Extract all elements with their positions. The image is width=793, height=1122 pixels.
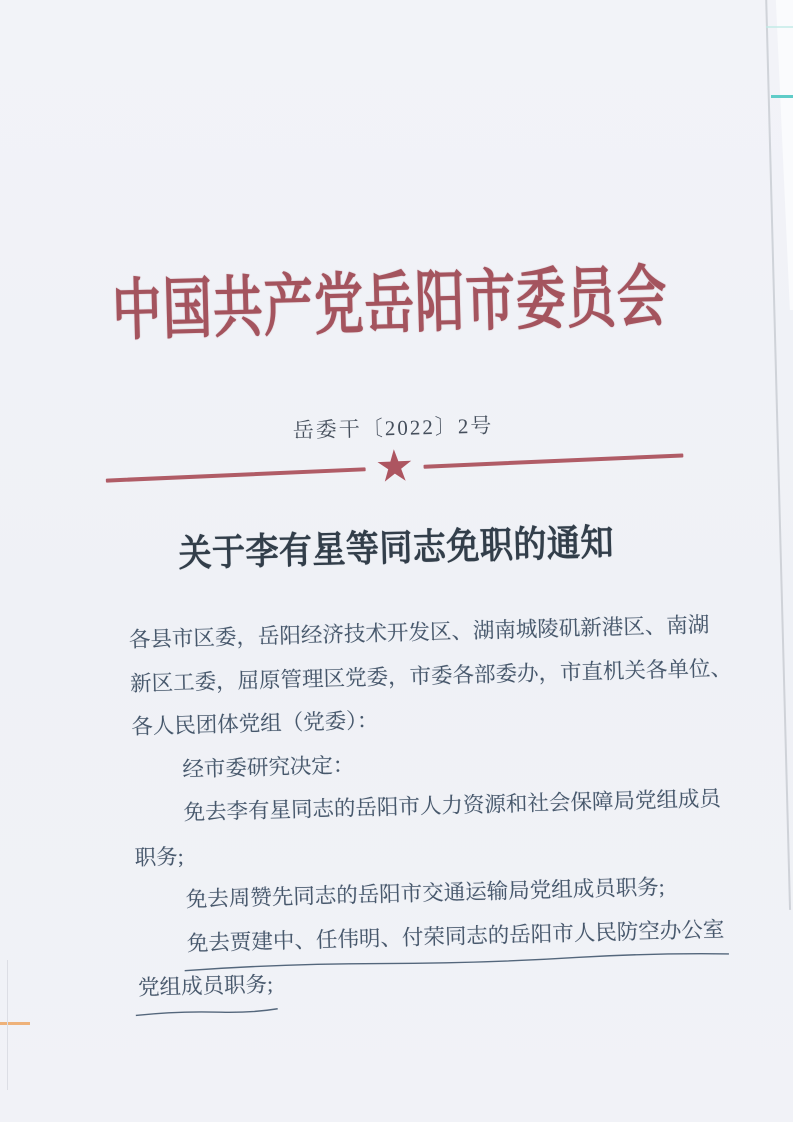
body-line-addressees-1: 各县市区委，岳阳经济技术开发区、湖南城陵矶新港区、南湖: [128, 612, 710, 653]
underlined-text: 免去贾建中、任伟明、付荣同志的岳阳市人民防空办公室: [186, 908, 724, 966]
body-line-addressees-2: 新区工委，屈原管理区党委，市委各部委办，市直机关各单位、: [129, 655, 733, 696]
hand-underline: [136, 1005, 278, 1019]
body-line-addressees-3: 各人民团体党组（党委）：: [130, 708, 379, 739]
underlined-text: 党组成员职务;: [138, 963, 274, 1010]
body-line-dismissal-1a: 免去李有星同志的岳阳市人力资源和社会保障局党组成员: [183, 786, 722, 825]
red-divider-line-right: [423, 453, 683, 469]
document-body: [128, 603, 734, 1010]
body-line-decision: 经市委研究决定：: [182, 752, 355, 782]
star-icon: ★: [373, 441, 416, 492]
red-divider-line-left: [106, 467, 366, 483]
document-title: 关于李有星等同志免职的通知: [178, 523, 615, 576]
page-edge-line-left: [7, 960, 8, 1090]
body-line-dismissal-2: 免去周赞先同志的岳阳市交通运输局党组成员职务;: [185, 875, 665, 912]
document-number: 岳委干〔2022〕2号: [292, 413, 494, 443]
body-line-dismissal-1b: 职务;: [134, 844, 184, 870]
document-header-title: 中国共产党岳阳市委员会: [111, 258, 669, 349]
